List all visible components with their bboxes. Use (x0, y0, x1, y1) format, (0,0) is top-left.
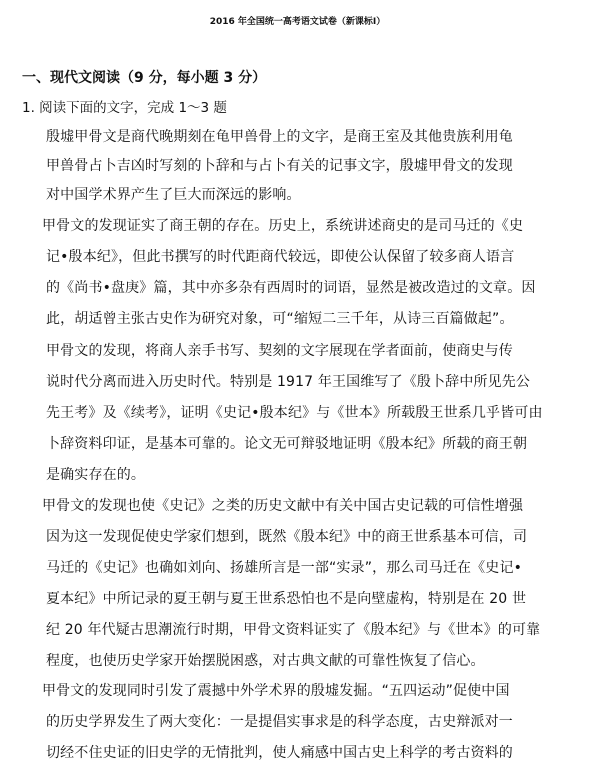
passage-line: 甲骨文的发现同时引发了震撼中外学术界的殷墟发掘。“五四运动”促使中国 (42, 683, 510, 699)
passage-line: 甲骨文的发现证实了商王朝的存在。历史上，系统讲述商史的是司马迁的《史 (42, 218, 524, 234)
passage-line: 对中国学术界产生了巨大而深远的影响。 (46, 187, 301, 203)
exam-title: 2016 年全国统一高考语文试卷（新课标Ⅰ） (209, 17, 386, 27)
passage-line: 是确实存在的。 (46, 467, 146, 483)
passage-line: 甲兽骨占卜吉凶时写刻的卜辞和与占卜有关的记事文字，殷墟甲骨文的发现 (46, 158, 513, 174)
passage-line: 说时代分离而进入历史时代。特别是 1917 年王国维写了《殷卜辞中所见先公 (46, 374, 531, 390)
passage-line: 记•殷本纪》，但此书撰写的时代距商代较远，即使公认保留了较多商人语言 (46, 249, 515, 265)
passage-line: 夏本纪》中所记录的夏王朝与夏王世系恐怕也不是向壁虚构，特别是在 20 世 (46, 591, 527, 607)
passage-line: 纪 20 年代疑古思潮流行时期，甲骨文资料证实了《殷本纪》与《世本》的可靠 (46, 622, 541, 638)
passage-line: 先王考》及《续考》，证明《史记•殷本纪》与《世本》所载殷王世系几乎皆可由 (46, 405, 543, 421)
passage-line: 甲骨文的发现，将商人亲手书写、契刻的文字展现在学者面前，使商史与传 (46, 343, 513, 359)
passage-line: 此，胡适曾主张古史作为研究对象，可“缩短二三千年，从诗三百篇做起”。 (46, 311, 514, 327)
passage-line: 卜辞资料印证，是基本可靠的。论文无可辩驳地证明《殷本纪》所载的商王朝 (46, 436, 528, 452)
passage-line: 因为这一发现促使史学家们想到，既然《殷本纪》中的商王世系基本可信，司 (46, 529, 528, 545)
passage-line: 甲骨文的发现也使《史记》之类的历史文献中有关中国古史记载的可信性增强 (42, 498, 524, 514)
section-heading: 一、现代文阅读（9 分，每小题 3 分） (22, 70, 267, 86)
passage-line: 程度，也使历史学家开始摆脱困惑，对古典文献的可靠性恢复了信心。 (46, 653, 485, 669)
passage-line: 马迁的《史记》也确如刘向、扬雄所言是一部“实录”，那么司马迁在《史记• (46, 560, 523, 576)
passage-line: 殷墟甲骨文是商代晚期刻在龟甲兽骨上的文字，是商王室及其他贵族利用龟 (46, 129, 513, 145)
passage-line: 的历史学界发生了两大变化：一是提倡实事求是的科学态度，古史辩派对一 (46, 714, 513, 730)
question-intro: 1. 阅读下面的文字，完成 1〜3 题 (22, 100, 227, 116)
passage-line: 的《尚书•盘庚》篇，其中亦多杂有西周时的词语，显然是被改造过的文章。因 (46, 280, 536, 296)
passage-line: 切经不住史证的旧史学的无情批判，使人痛感中国古史上科学的考古资料的 (46, 745, 513, 761)
